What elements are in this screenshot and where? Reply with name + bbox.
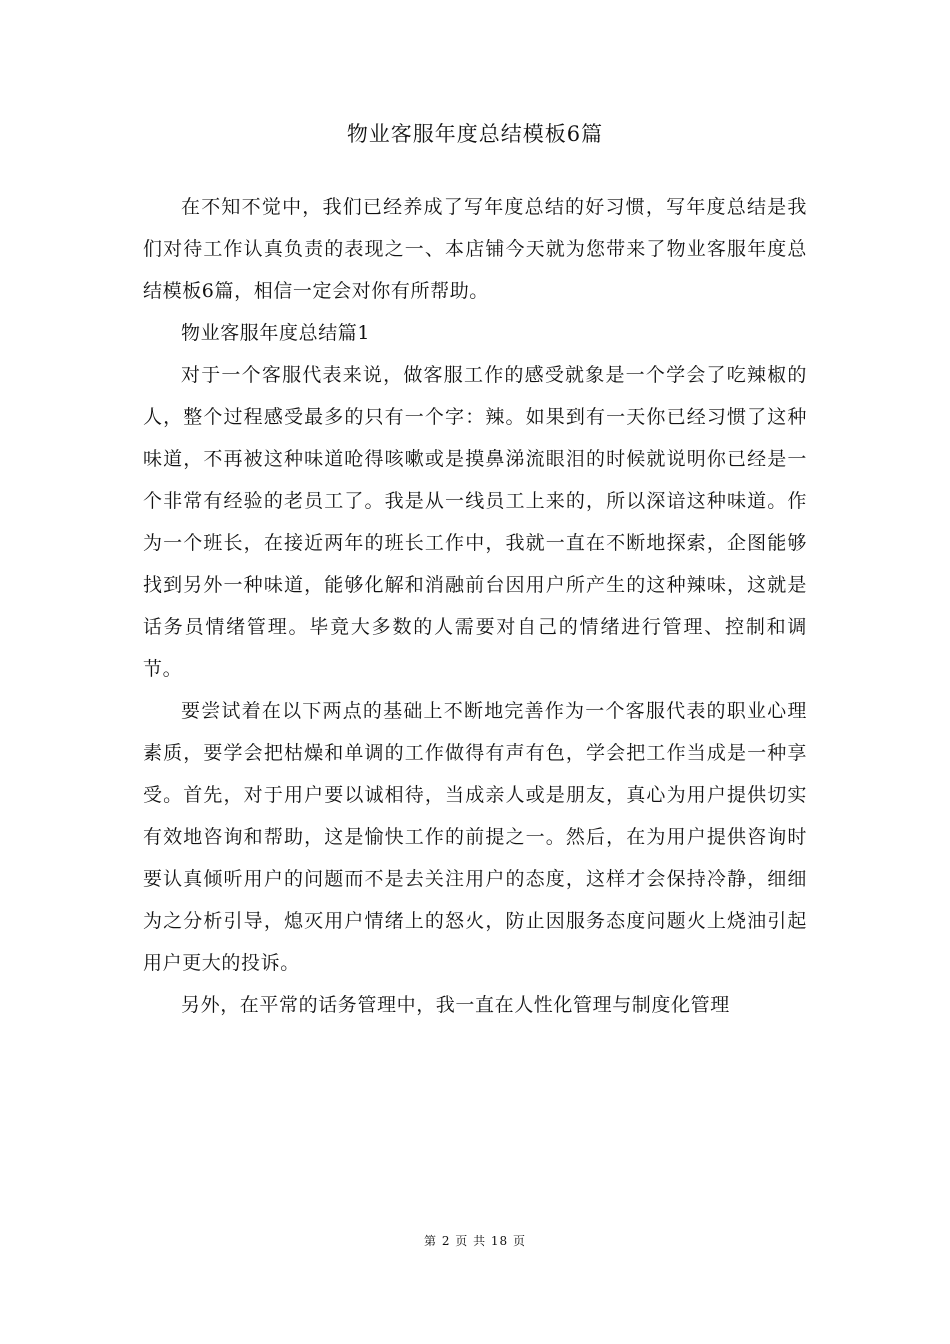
body-paragraph: 要尝试着在以下两点的基础上不断地完善作为一个客服代表的职业心理素质，要学会把枯燥和单调的工作做得有声有色，学会把工作当成是一种享受。首先，对于用户要以诚相待，当成亲人或是朋友，真心为用户提供切实有效地咨询和帮助，这是愉快工作的前提之一。然后，在为用户提供咨询时要认真倾听用户的问题而不是去关注用户的态度，这样才会保持冷静，细细为之分析引导，熄灭用户情绪上的怒火，防止因服务态度问题火上烧油引起用户更大的投诉。 [143,700,807,974]
body-paragraph: 另外，在平常的话务管理中，我一直在人性化管理与制度化管理 [181,994,730,1016]
document-body [143,186,807,1026]
section-heading: 物业客服年度总结篇1 [181,322,371,344]
page-footer: 第 2 页 共 18 页 [424,1234,526,1248]
intro-paragraph: 在不知不觉中，我们已经养成了写年度总结的好习惯，写年度总结是我们对待工作认真负责的表现之一、本店铺今天就为您带来了物业客服年度总结模板6篇，相信一定会对你有所帮助。 [143,196,807,302]
document-title: 物业客服年度总结模板6篇 [346,122,604,146]
body-paragraph: 对于一个客服代表来说，做客服工作的感受就象是一个学会了吃辣椒的人，整个过程感受最多的只有一个字：辣。如果到有一天你已经习惯了这种味道，不再被这种味道呛得咳嗽或是摸鼻涕流眼泪的时候就说明你已经是一个非常有经验的老员工了。我是从一线员工上来的，所以深谙这种味道。作为一个班长，在接近两年的班长工作中，我就一直在不断地探索，企图能够找到另外一种味道，能够化解和消融前台因用户所产生的这种辣味，这就是话务员情绪管理。毕竟大多数的人需要对自己的情绪进行管理、控制和调节。 [143,364,807,680]
